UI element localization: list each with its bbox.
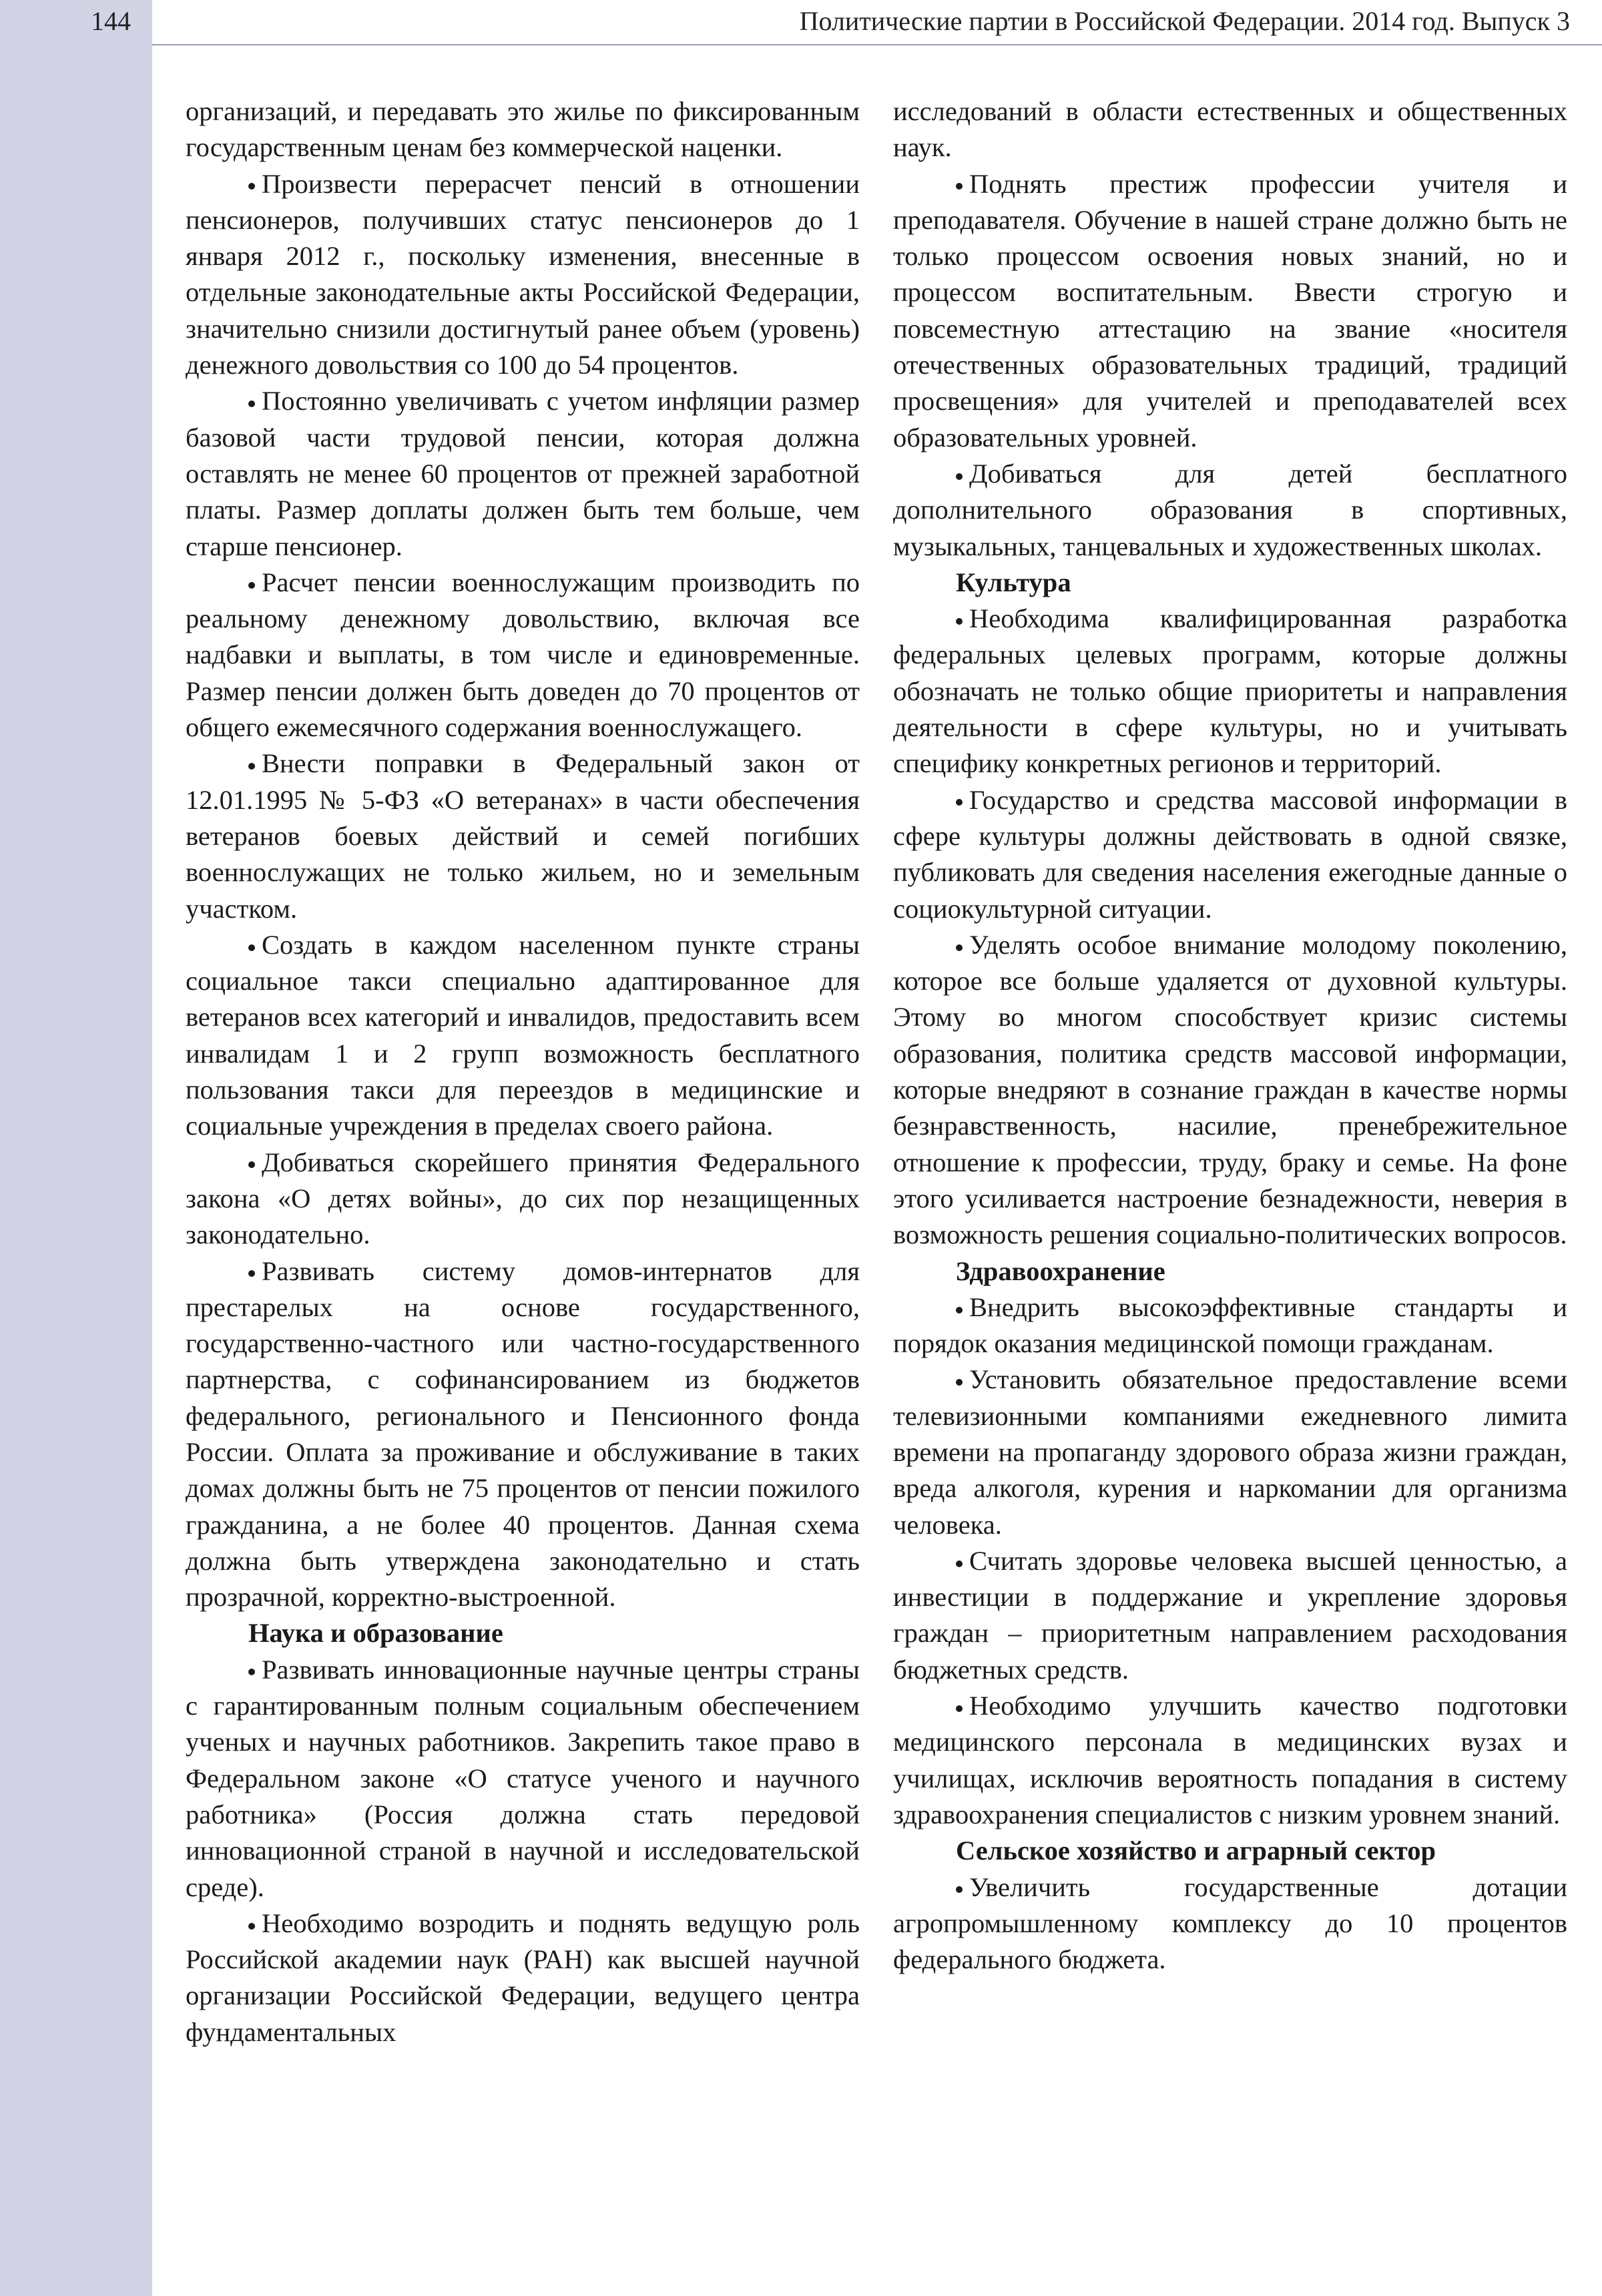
bullet-paragraph xyxy=(186,1652,860,1906)
bullet-paragraph xyxy=(186,383,860,564)
bullet-paragraph xyxy=(186,1906,860,2050)
section-heading xyxy=(893,1833,1567,1869)
right-text-column xyxy=(893,93,1567,1978)
bullet-icon xyxy=(956,799,963,806)
bullet-icon xyxy=(956,1886,963,1893)
bullet-icon xyxy=(956,618,963,625)
bullet-paragraph xyxy=(186,746,860,926)
paragraph-text: Добиваться скорейшего принятия Федерального закона «О детях войны», до сих пор незащищенных законодательно. xyxy=(186,1147,860,1250)
paragraph-text: Добиваться для детей бесплатного дополнительного образования в спортивных, музыкальных, танцевальных и художественных школах. xyxy=(893,458,1567,561)
bullet-paragraph xyxy=(186,1145,860,1253)
bullet-paragraph xyxy=(893,1543,1567,1688)
paragraph-text: Развивать систему домов-интернатов для престарелых на основе государственного, государственно-частного или частно-государственного партнерства, с софинансированием из бюджетов федерального, регионального и Пенсионного фонда России. Оплата за проживание и обслуживание в таких домах должны быть не 75 процентов от пенсии пожилого гражданина, а не более 40 процентов. Данная схема должна быть утверждена законодательно и стать прозрачной, корректно-выстроенной. xyxy=(186,1255,860,1613)
bullet-icon xyxy=(956,1560,963,1567)
bullet-paragraph xyxy=(893,1362,1567,1542)
paragraph-text: организаций, и передавать это жилье по фиксированным государственным ценам без коммерческой наценки. xyxy=(186,96,860,163)
paragraph-text: Здравоохранение xyxy=(956,1255,1165,1286)
bullet-paragraph xyxy=(893,601,1567,782)
paragraph-text: Создать в каждом населенном пункте страны социальное такси специально адаптированное для ветеранов всех категорий и инвалидов, предоставить всем инвалидам 1 и 2 групп возможность бесплатного пользования такси для переездов в медицинские и социальные учреждения в пределах своего района. xyxy=(186,929,860,1141)
running-header-title: Политические партии в Российской Федерации. 2014 год. Выпуск 3 xyxy=(799,6,1570,36)
bullet-paragraph xyxy=(186,1253,860,1616)
bullet-icon xyxy=(248,1161,255,1168)
bullet-icon xyxy=(956,1307,963,1314)
paragraph-text: Наука и образование xyxy=(248,1618,503,1649)
bullet-paragraph xyxy=(893,782,1567,927)
paragraph-text: Внести поправки в Федеральный закон от 12.01.1995 № 5-ФЗ «О ветеранах» в части обеспечения ветеранов боевых действий и семей погибших военнослужащих не только жильем, но и земельным участком. xyxy=(186,748,860,924)
bullet-paragraph xyxy=(893,927,1567,1253)
continued-paragraph xyxy=(186,93,860,166)
bullet-icon xyxy=(956,944,963,951)
paragraph-text: Поднять престиж профессии учителя и преподавателя. Обучение в нашей стране должно быть не только процессом освоения новых знаний, но и процессом воспитательным. Ввести строгую и повсеместную аттестацию на звание «носителя отечественных образовательных традиций, традиций просвещения» для учителей и преподавателей всех образовательных уровней. xyxy=(893,168,1567,453)
paragraph-text: Считать здоровье человека высшей ценностью, а инвестиции в поддержание и укрепление здоровья граждан – приоритетным направлением расходования бюджетных средств. xyxy=(893,1545,1567,1685)
page-margin-sidebar xyxy=(0,0,152,2296)
paragraph-text: Произвести перерасчет пенсий в отношении пенсионеров, получивших статус пенсионеров до 1 января 2012 г., поскольку изменения, внесенные в отдельные законодательные акты Российской Федерации, значительно снизили достигнутый ранее объем (уровень) денежного довольствия со 100 до 54 процентов. xyxy=(186,168,860,380)
section-heading xyxy=(893,565,1567,601)
paragraph-text: Развивать инновационные научные центры страны с гарантированным полным социальным обеспечением ученых и научных работников. Закрепить такое право в Федеральном законе «О статусе ученого и научного работника» (Россия должна стать передовой инновационной страной в научной и исследовательской среде). xyxy=(186,1654,860,1902)
section-heading xyxy=(893,1253,1567,1289)
bullet-icon xyxy=(956,183,963,190)
bullet-icon xyxy=(248,944,255,951)
continued-paragraph xyxy=(893,93,1567,166)
bullet-paragraph xyxy=(186,565,860,746)
bullet-icon xyxy=(248,400,255,407)
paragraph-text: Необходимо улучшить качество подготовки медицинского персонала в медицинских вузах и училищах, исключив вероятность попадания в систему здравоохранения специалистов с низким уровнем знаний. xyxy=(893,1691,1567,1829)
paragraph-text: Необходима квалифицированная разработка федеральных целевых программ, которые должны обозначать не только общие приоритеты и направления деятельности в сфере культуры, но и учитывать специфику конкретных регионов и территорий. xyxy=(893,603,1567,779)
bullet-paragraph xyxy=(186,927,860,1145)
bullet-paragraph xyxy=(893,456,1567,565)
bullet-icon xyxy=(248,1923,255,1930)
paragraph-text: Постоянно увеличивать с учетом инфляции размер базовой части трудовой пенсии, которая должна оставлять не менее 60 процентов от прежней заработной платы. Размер доплаты должен быть тем больше, чем старше пенсионер. xyxy=(186,386,860,561)
bullet-paragraph xyxy=(893,1870,1567,1978)
bullet-icon xyxy=(248,183,255,190)
paragraph-text: Уделять особое внимание молодому поколению, которое все больше удаляется от духовной культуры. Этому во многом способствует кризис системы образования, политика средств массовой информации, которые внедряют в сознание граждан в качестве нормы безнравственность, насилие, пренебрежительное отношение к профессии, труду, браку и семье. На фоне этого усиливается настроение безнадежности, неверия в возможность решения социально-политических вопросов. xyxy=(893,929,1567,1250)
bullet-paragraph xyxy=(186,166,860,384)
bullet-paragraph xyxy=(893,1688,1567,1833)
bullet-paragraph xyxy=(893,1289,1567,1362)
bullet-icon xyxy=(956,473,963,480)
page-number: 144 xyxy=(91,6,131,36)
section-heading xyxy=(186,1615,860,1651)
bullet-icon xyxy=(956,1705,963,1712)
paragraph-text: Внедрить высокоэффективные стандарты и порядок оказания медицинской помощи гражданам. xyxy=(893,1292,1567,1359)
bullet-icon xyxy=(956,1379,963,1386)
bullet-icon xyxy=(248,582,255,589)
paragraph-text: Государство и средства массовой информации в сфере культуры должны действовать в одной связке, публиковать для сведения населения ежегодные данные о социокультурной ситуации. xyxy=(893,784,1567,924)
paragraph-text: исследований в области естественных и общественных наук. xyxy=(893,96,1567,163)
paragraph-text: Увеличить государственные дотации агропромышленному комплексу до 10 процентов федерального бюджета. xyxy=(893,1872,1567,1975)
paragraph-text: Культура xyxy=(956,567,1071,597)
paragraph-text: Сельское хозяйство и аграрный сектор xyxy=(956,1835,1436,1866)
paragraph-text: Установить обязательное предоставление всеми телевизионными компаниями ежедневного лимита времени на пропаганду здорового образа жизни граждан, вреда алкоголя, курения и наркомании для организма человека. xyxy=(893,1364,1567,1540)
bullet-icon xyxy=(248,763,255,770)
paragraph-text: Расчет пенсии военнослужащим производить по реальному денежному довольствию, включая все надбавки и выплаты, в том числе и единовременные. Размер пенсии должен быть доведен до 70 процентов от общего ежемесячного содержания военнослужащего. xyxy=(186,567,860,743)
header-divider xyxy=(152,44,1602,45)
bullet-icon xyxy=(248,1669,255,1675)
paragraph-text: Необходимо возродить и поднять ведущую роль Российской академии наук (РАН) как высшей научной организации Российской Федерации, ведущего центра фундаментальных xyxy=(186,1908,860,2047)
bullet-paragraph xyxy=(893,166,1567,456)
bullet-icon xyxy=(248,1270,255,1277)
left-text-column xyxy=(186,93,860,2050)
